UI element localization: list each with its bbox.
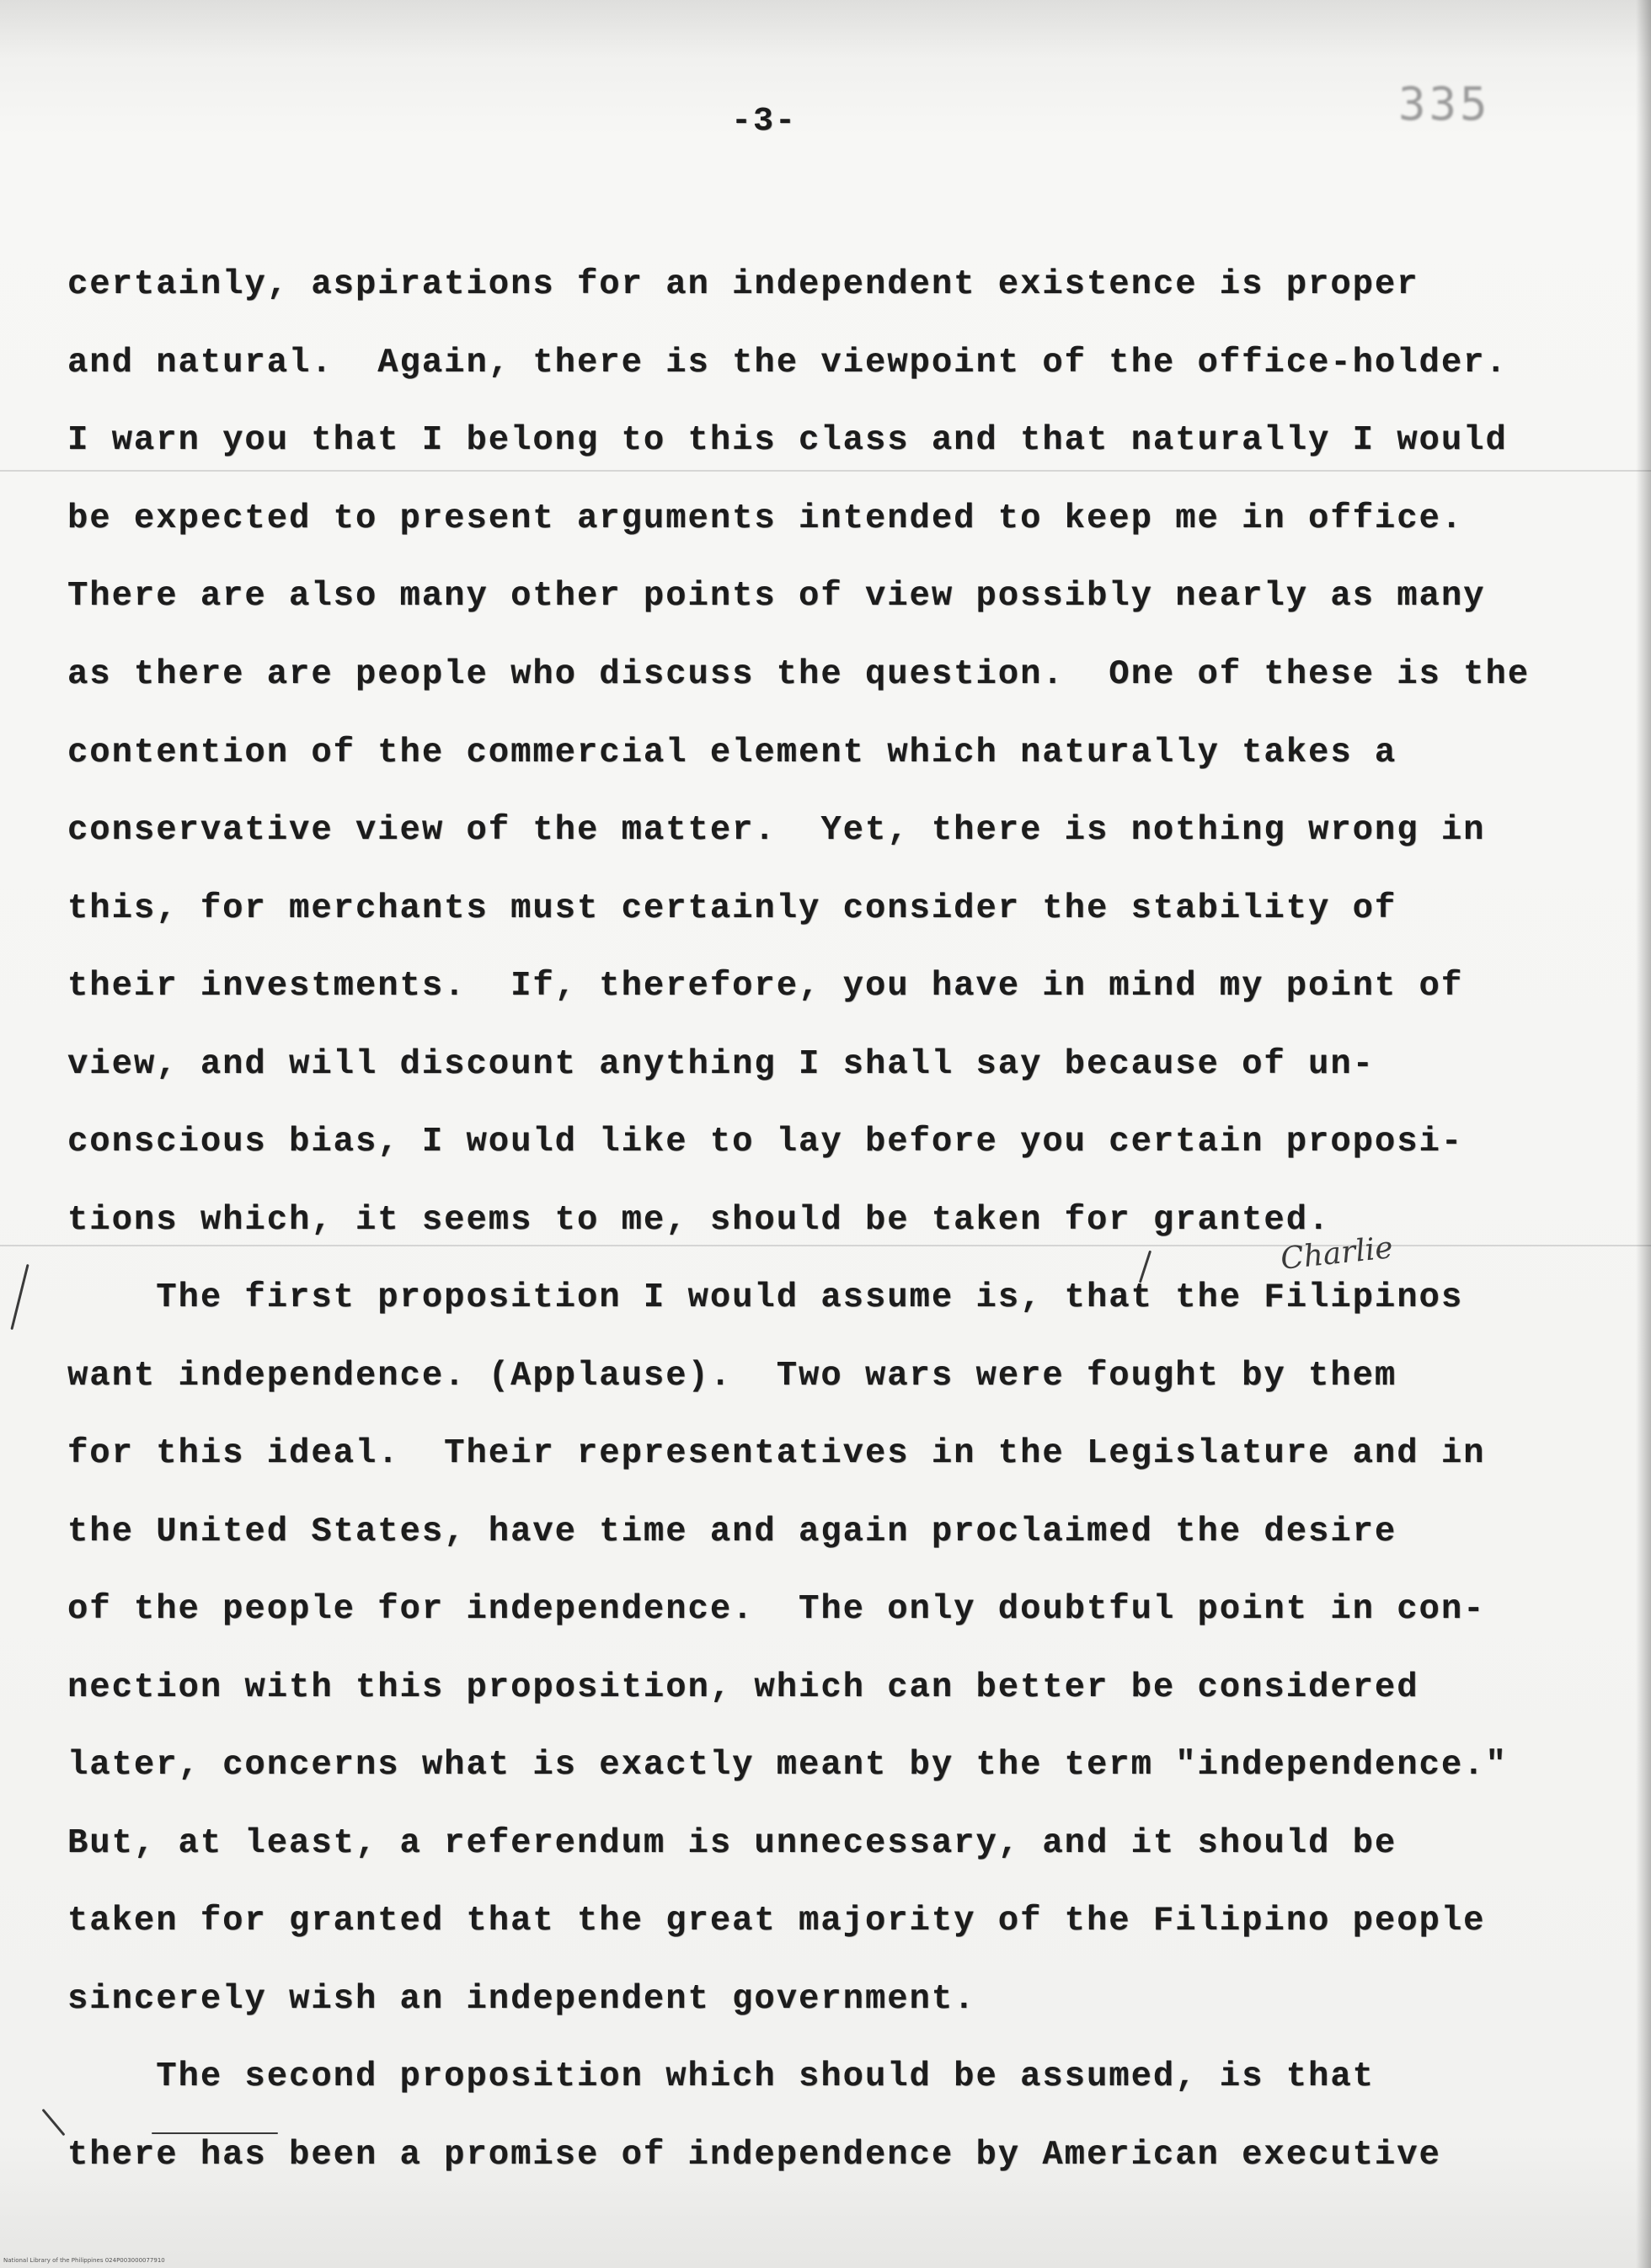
text-line: this, for merchants must certainly consider the stability of xyxy=(67,889,1397,928)
text-line: there has been a promise of independence by American executive xyxy=(67,2136,1441,2175)
text-line: There are also many other points of view possibly nearly as many xyxy=(67,577,1486,616)
text-line: sincerely wish an independent government. xyxy=(67,1980,976,2019)
scan-edge-shadow xyxy=(1636,0,1651,2268)
scan-fold-line xyxy=(0,1245,1651,1246)
scan-top-shade xyxy=(0,0,1651,59)
text-line: later, concerns what is exactly meant by the term "independence." xyxy=(67,1746,1508,1785)
text-line: want independence. (Applause). Two wars were fought by them xyxy=(67,1357,1397,1395)
text-line: be expected to present arguments intended to keep me in office. xyxy=(67,499,1464,538)
text-line: contention of the commercial element which naturally takes a xyxy=(67,734,1397,772)
handwritten-annotation: Charlie xyxy=(1279,1230,1395,1277)
text-line: The first proposition I would assume is, that the Filipinos xyxy=(67,1278,1464,1317)
text-line: their investments. If, therefore, you have in mind my point of xyxy=(67,967,1464,1006)
text-line: tions which, it seems to me, should be taken for granted. xyxy=(67,1201,1331,1240)
margin-pen-mark xyxy=(10,1264,29,1330)
text-line: for this ideal. Their representatives in the Legislature and in xyxy=(67,1434,1486,1473)
text-line: as there are people who discuss the question. One of these is the xyxy=(67,655,1531,694)
text-line: But, at least, a referendum is unnecessary, and it should be xyxy=(67,1824,1397,1863)
text-line: I warn you that I belong to this class and that naturally I would xyxy=(67,421,1508,460)
text-line: conscious bias, I would like to lay before you certain proposi- xyxy=(67,1123,1464,1161)
text-line: the United States, have time and again proclaimed the desire xyxy=(67,1513,1397,1551)
archive-stamp-number: 335 xyxy=(1398,77,1491,131)
scan-fold-line xyxy=(0,470,1651,472)
text-line: certainly, aspirations for an independent existence is proper xyxy=(67,265,1419,304)
text-line: taken for granted that the great majority of the Filipino people xyxy=(67,1902,1486,1940)
underline-pen-mark xyxy=(152,2132,278,2134)
text-line: nection with this proposition, which can better be considered xyxy=(67,1668,1419,1707)
margin-pen-mark xyxy=(41,2109,65,2137)
text-line: The second proposition which should be assumed, is that xyxy=(67,2057,1375,2096)
footer-credit: National Library of the Philippines 024P003000077910 xyxy=(3,2257,165,2264)
text-line: of the people for independence. The only doubtful point in con- xyxy=(67,1590,1486,1629)
text-line: view, and will discount anything I shall say because of un- xyxy=(67,1045,1375,1084)
page-number: -3- xyxy=(731,103,798,141)
text-line: conservative view of the matter. Yet, there is nothing wrong in xyxy=(67,811,1486,850)
text-line: and natural. Again, there is the viewpoint of the office-holder. xyxy=(67,344,1508,382)
